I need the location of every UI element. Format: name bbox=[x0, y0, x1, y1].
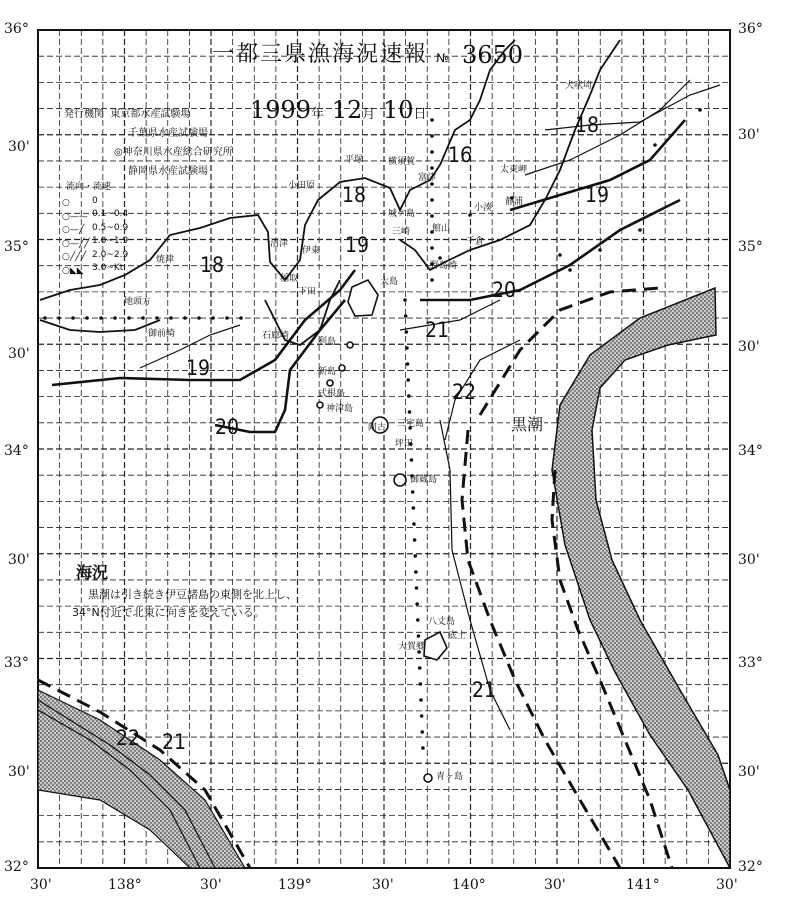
place-name: 稲取 bbox=[280, 274, 299, 284]
station-dot bbox=[430, 246, 434, 250]
lat-label-right: 34° bbox=[738, 443, 763, 459]
station-dot bbox=[406, 362, 410, 366]
station-dot bbox=[183, 316, 187, 320]
place-name: 富津 bbox=[418, 173, 437, 183]
station-dot bbox=[85, 316, 89, 320]
report-date bbox=[250, 98, 427, 122]
date-month-unit: 月 bbox=[362, 107, 376, 122]
lon-label: 30' bbox=[372, 877, 394, 893]
station-dot bbox=[169, 316, 173, 320]
station-dot bbox=[414, 570, 418, 574]
station-dot bbox=[558, 253, 562, 257]
station-dot bbox=[598, 248, 602, 252]
lon-label: 30' bbox=[716, 877, 738, 893]
station-dot bbox=[653, 143, 657, 147]
place-name: 焼津 bbox=[156, 255, 175, 265]
place-name: 野島崎 bbox=[430, 261, 458, 271]
lat-label-right: 30' bbox=[738, 764, 760, 780]
station-dot bbox=[430, 166, 434, 170]
place-name: 石廊崎 bbox=[262, 331, 290, 341]
sea-condition-text bbox=[72, 586, 297, 622]
sea-condition-line: 34°N付近で北東に向きを変えている。 bbox=[72, 606, 265, 619]
place-name: 新島 bbox=[318, 367, 337, 377]
station-dot bbox=[225, 316, 229, 320]
station-dot bbox=[419, 698, 423, 702]
station-dot bbox=[430, 214, 434, 218]
lat-label-left: 30' bbox=[8, 139, 30, 155]
place-name: 伊東 bbox=[302, 246, 321, 256]
place-name: 犬吠埼 bbox=[565, 81, 593, 91]
lat-label-left: 33° bbox=[4, 655, 29, 671]
place-name: 城ケ島 bbox=[388, 209, 416, 219]
station-dot bbox=[197, 316, 201, 320]
place-name: 三宅島 bbox=[397, 419, 425, 429]
station-dot bbox=[406, 378, 410, 382]
flow-symbol: ○◣◣ bbox=[62, 265, 84, 276]
lon-label: 30' bbox=[30, 877, 52, 893]
station-dot bbox=[430, 118, 434, 122]
lat-label-left: 30' bbox=[8, 346, 30, 362]
publisher-org: 静岡県水産試験場 bbox=[128, 166, 208, 177]
date-day: 10 bbox=[382, 96, 414, 124]
date-month: 12 bbox=[331, 96, 363, 124]
lon-label: 140° bbox=[452, 877, 486, 893]
station-dot bbox=[415, 586, 419, 590]
flow-item: 0.1~0.4 bbox=[92, 209, 129, 219]
place-name: 式根島 bbox=[318, 389, 346, 399]
place-name: 下田 bbox=[298, 287, 317, 297]
publisher-org: 東京都水産試験場 bbox=[110, 109, 191, 120]
flow-symbol: ○╱╱╱ bbox=[62, 252, 87, 263]
place-name: 神津島 bbox=[326, 404, 354, 414]
station-dot bbox=[698, 108, 702, 112]
flow-symbol: ○ bbox=[62, 198, 70, 209]
station-dot bbox=[638, 228, 642, 232]
station-dot bbox=[99, 316, 103, 320]
place-name: 御蔵島 bbox=[410, 475, 438, 485]
kuroshio-label: 黒潮 bbox=[511, 415, 544, 434]
report-no-label: № bbox=[436, 51, 449, 65]
lat-label-left: 32° bbox=[4, 859, 29, 875]
publisher-org: 神奈川県水産総合研究所 bbox=[122, 147, 233, 158]
lat-label-left: 36° bbox=[4, 21, 29, 37]
place-name: 沼津 bbox=[270, 239, 289, 249]
isotherm-label: 20 bbox=[215, 415, 240, 439]
station-dot bbox=[412, 522, 416, 526]
lon-label: 30' bbox=[544, 877, 566, 893]
lon-label: 30' bbox=[200, 877, 222, 893]
station-dot bbox=[71, 316, 75, 320]
isotherm-label: 21 bbox=[425, 318, 450, 342]
place-name: 太東岬 bbox=[500, 165, 528, 175]
isotherm-label: 19 bbox=[186, 356, 211, 380]
station-dot bbox=[438, 256, 442, 260]
flow-legend bbox=[62, 181, 128, 276]
date-year-unit: 年 bbox=[311, 107, 325, 122]
lon-label: 138° bbox=[108, 877, 142, 893]
lon-label: 139° bbox=[278, 877, 312, 893]
lon-label: 141° bbox=[626, 877, 660, 893]
flow-item: 3.0~Kt bbox=[92, 263, 124, 273]
isotherm-label: 19 bbox=[585, 183, 610, 207]
flow-item: 1.0~1.9 bbox=[92, 236, 129, 246]
place-name: 利島 bbox=[318, 337, 337, 347]
station-dot bbox=[568, 268, 572, 272]
station-dot bbox=[127, 316, 131, 320]
station-dot bbox=[416, 618, 420, 622]
isotherm-label: 22 bbox=[452, 380, 477, 404]
station-dot bbox=[430, 198, 434, 202]
place-name: 小湊 bbox=[474, 203, 493, 213]
report-title: 一都三県漁海況速報 bbox=[212, 42, 429, 67]
station-dot bbox=[430, 278, 434, 282]
date-day-unit: 日 bbox=[413, 107, 427, 122]
flow-item: 2.0~2.9 bbox=[92, 249, 129, 260]
lat-label-left: 35° bbox=[4, 239, 29, 255]
place-name: 底土 bbox=[448, 631, 467, 641]
flow-item: 0 bbox=[92, 195, 98, 206]
isotherm-label: 21 bbox=[162, 730, 187, 754]
lat-label-right: 35° bbox=[738, 239, 763, 255]
flow-symbol: ○—— bbox=[62, 211, 88, 222]
station-dot bbox=[403, 298, 407, 302]
publishers-block: 発行機関 東京都水産試験場 千葉県水産試験場 ◎神奈川県水産総合研究所 静岡県水産試験場 bbox=[64, 109, 233, 177]
isotherm-label: 21 bbox=[472, 678, 497, 702]
lat-label-right: 36° bbox=[738, 21, 763, 37]
place-name: 三崎 bbox=[392, 227, 411, 237]
isotherm-label: 22 bbox=[116, 726, 141, 750]
station-dot bbox=[413, 554, 417, 558]
isotherm-label: 20 bbox=[492, 278, 517, 302]
station-dot bbox=[430, 150, 434, 154]
station-dot bbox=[410, 458, 414, 462]
isotherm-label: 16 bbox=[448, 143, 473, 167]
station-dot bbox=[43, 316, 47, 320]
station-dot bbox=[421, 746, 425, 750]
place-name: 阿古 bbox=[368, 423, 387, 433]
station-dot bbox=[419, 682, 423, 686]
station-dot bbox=[415, 602, 419, 606]
lat-label-left: 30' bbox=[8, 764, 30, 780]
station-dot bbox=[404, 314, 408, 318]
place-name: 館山 bbox=[432, 224, 451, 234]
lat-label-right: 30' bbox=[738, 339, 760, 355]
place-name: 大賀郷 bbox=[398, 642, 426, 652]
station-dot bbox=[407, 394, 411, 398]
publishers-heading: 発行機関 bbox=[64, 109, 104, 120]
place-name: 横須賀 bbox=[388, 157, 416, 167]
lat-label-right: 30' bbox=[738, 552, 760, 568]
station-dot bbox=[57, 316, 61, 320]
station-dot bbox=[417, 634, 421, 638]
place-name: 御前崎 bbox=[148, 329, 176, 339]
lat-label-right: 33° bbox=[738, 655, 763, 671]
station-dot bbox=[430, 134, 434, 138]
station-dot bbox=[405, 346, 409, 350]
station-dot bbox=[408, 410, 412, 414]
lat-label-left: 30' bbox=[8, 552, 30, 568]
kuroshio-band-southwest bbox=[38, 690, 245, 868]
station-dot bbox=[420, 730, 424, 734]
station-dot bbox=[412, 506, 416, 510]
station-dot bbox=[413, 538, 417, 542]
isotherm-label: 18 bbox=[342, 183, 367, 207]
sea-condition-line: 黒潮は引き続き伊豆諸島の東側を北上し、 bbox=[88, 588, 297, 601]
station-dot bbox=[468, 213, 472, 217]
date-year: 1999 bbox=[250, 96, 312, 124]
isotherm-label: 18 bbox=[200, 253, 225, 277]
station-dot bbox=[155, 316, 159, 320]
flow-symbol: ○—╱╱ bbox=[62, 238, 90, 249]
station-dot bbox=[404, 330, 408, 334]
isotherm-label: 18 bbox=[575, 113, 600, 137]
lat-label-right: 32° bbox=[738, 859, 763, 875]
flow-symbol: ○—╱ bbox=[62, 225, 85, 236]
place-name: 坪田 bbox=[395, 439, 414, 449]
isotherm-label: 19 bbox=[345, 233, 370, 257]
publisher-org: 千葉県水産試験場 bbox=[128, 128, 208, 139]
station-dot bbox=[420, 714, 424, 718]
flow-item: 0.5~0.9 bbox=[92, 222, 129, 233]
station-dot bbox=[113, 316, 117, 320]
lat-label-left: 34° bbox=[4, 443, 29, 459]
place-name: 平塚 bbox=[345, 155, 364, 165]
place-name: 千倉 bbox=[466, 237, 485, 247]
place-name: 大島 bbox=[380, 277, 399, 287]
place-name: 小田原 bbox=[288, 181, 316, 191]
lat-label-right: 30' bbox=[738, 127, 760, 143]
place-name: 地頭方 bbox=[124, 297, 152, 307]
station-dot bbox=[211, 316, 215, 320]
place-name: 青ヶ島 bbox=[436, 772, 464, 782]
station-dot bbox=[418, 666, 422, 670]
report-number: 3650 bbox=[462, 41, 524, 69]
flow-legend-title: 流向・流速 bbox=[66, 182, 112, 192]
station-dot bbox=[239, 316, 243, 320]
place-name: 八丈島 bbox=[428, 617, 456, 627]
station-dot bbox=[141, 316, 145, 320]
station-dot bbox=[411, 490, 415, 494]
sea-condition-heading: 海況 bbox=[76, 563, 109, 582]
place-name: 静浦 bbox=[505, 197, 524, 207]
